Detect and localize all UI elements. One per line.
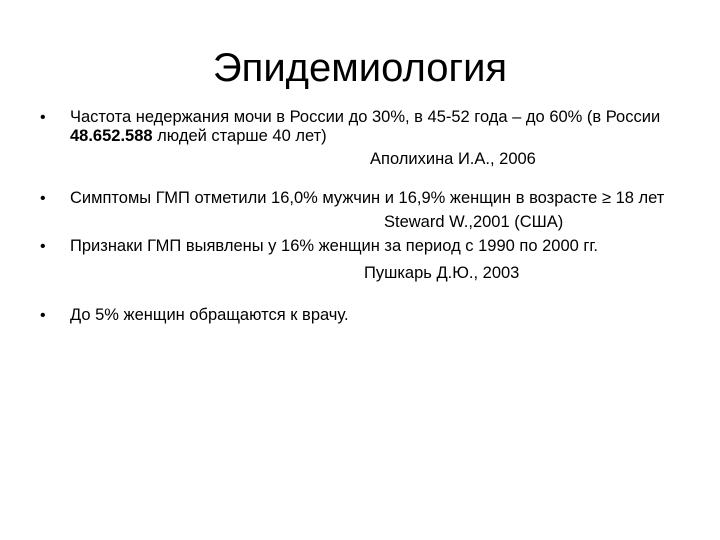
- bullet-item: [40, 306, 680, 325]
- bullet-dot-icon: •: [40, 307, 46, 324]
- bullet-dot-icon: •: [40, 190, 46, 207]
- bullet-dot-icon: •: [40, 238, 46, 255]
- bullet-text-part: людей старше 40 лет): [152, 127, 327, 145]
- bullet-item: [40, 108, 680, 169]
- bullet-text: Признаки ГМП выявлены у 16% женщин за период с 1990 по 2000 гг.: [70, 237, 599, 255]
- bullet-text: Симптомы ГМП отметили 16,0% мужчин и 16,9% женщин в возрасте ≥ 18 лет: [70, 189, 665, 207]
- citation: Steward W.,2001 (США): [384, 213, 564, 231]
- bullet-text-part: Частота недержания мочи в России до 30%, в 45-52 года – до 60% (в России: [70, 108, 661, 126]
- population-figure: 48.652.588: [70, 127, 153, 145]
- bullet-item: [40, 189, 680, 232]
- bullet-list: [40, 108, 680, 325]
- slide-title: Эпидемиология: [212, 46, 508, 90]
- citation: Пушкарь Д.Ю., 2003: [364, 264, 520, 282]
- bullet-item: [40, 237, 680, 283]
- bullet-text: [70, 108, 680, 146]
- citation: Аполихина И.А., 2006: [370, 150, 536, 168]
- bullet-text: До 5% женщин обращаются к врачу.: [70, 306, 349, 324]
- bullet-dot-icon: •: [40, 109, 46, 126]
